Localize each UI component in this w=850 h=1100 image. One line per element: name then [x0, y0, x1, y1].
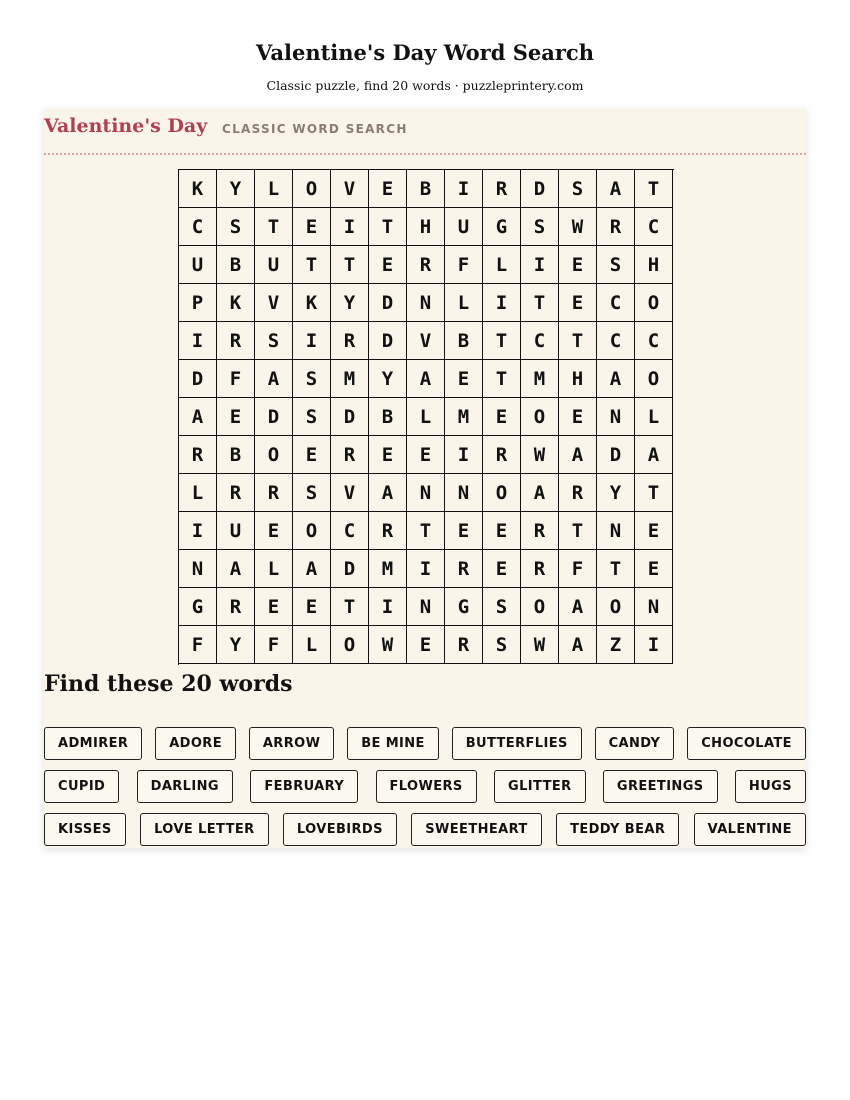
grid-cell[interactable]: G: [483, 208, 521, 246]
grid-cell[interactable]: S: [521, 208, 559, 246]
grid-cell[interactable]: E: [635, 550, 673, 588]
grid-cell[interactable]: R: [597, 208, 635, 246]
grid-cell[interactable]: C: [635, 322, 673, 360]
grid-cell[interactable]: T: [293, 246, 331, 284]
grid-cell[interactable]: A: [255, 360, 293, 398]
grid-cell[interactable]: C: [331, 512, 369, 550]
grid-cell[interactable]: O: [635, 284, 673, 322]
word-chip[interactable]: BE MINE: [347, 727, 439, 760]
grid-cell[interactable]: G: [179, 588, 217, 626]
grid-cell[interactable]: C: [597, 284, 635, 322]
grid-cell[interactable]: H: [559, 360, 597, 398]
grid-cell[interactable]: R: [521, 512, 559, 550]
grid-cell[interactable]: E: [483, 550, 521, 588]
grid-cell[interactable]: H: [635, 246, 673, 284]
grid-cell[interactable]: U: [179, 246, 217, 284]
word-chip[interactable]: ADMIRER: [44, 727, 142, 760]
grid-cell[interactable]: O: [635, 360, 673, 398]
grid-cell[interactable]: V: [331, 170, 369, 208]
grid-cell[interactable]: S: [483, 626, 521, 664]
grid-cell[interactable]: T: [407, 512, 445, 550]
word-chip[interactable]: HUGS: [735, 770, 806, 803]
grid-cell[interactable]: T: [521, 284, 559, 322]
grid-cell[interactable]: I: [483, 284, 521, 322]
grid-cell[interactable]: S: [293, 474, 331, 512]
grid-cell[interactable]: D: [179, 360, 217, 398]
word-chip[interactable]: GREETINGS: [603, 770, 718, 803]
grid-cell[interactable]: L: [635, 398, 673, 436]
grid-cell[interactable]: A: [597, 360, 635, 398]
word-chip[interactable]: VALENTINE: [694, 813, 806, 846]
grid-cell[interactable]: I: [521, 246, 559, 284]
grid-cell[interactable]: S: [255, 322, 293, 360]
word-chip[interactable]: ARROW: [249, 727, 334, 760]
grid-cell[interactable]: F: [255, 626, 293, 664]
grid-cell[interactable]: I: [369, 588, 407, 626]
grid-cell[interactable]: C: [597, 322, 635, 360]
word-chip[interactable]: CUPID: [44, 770, 119, 803]
grid-cell[interactable]: N: [635, 588, 673, 626]
grid-cell[interactable]: S: [293, 398, 331, 436]
grid-cell[interactable]: T: [369, 208, 407, 246]
grid-cell[interactable]: M: [369, 550, 407, 588]
grid-cell[interactable]: D: [255, 398, 293, 436]
grid-cell[interactable]: R: [217, 474, 255, 512]
word-chip[interactable]: FLOWERS: [376, 770, 477, 803]
grid-cell[interactable]: U: [217, 512, 255, 550]
grid-cell[interactable]: Y: [369, 360, 407, 398]
grid-cell[interactable]: R: [483, 436, 521, 474]
grid-cell[interactable]: P: [179, 284, 217, 322]
grid-cell[interactable]: T: [597, 550, 635, 588]
grid-cell[interactable]: L: [179, 474, 217, 512]
grid-cell[interactable]: F: [217, 360, 255, 398]
grid-cell[interactable]: O: [293, 512, 331, 550]
grid-cell[interactable]: E: [293, 208, 331, 246]
page-title: Valentine's Day Word Search: [256, 40, 594, 65]
grid-cell[interactable]: R: [331, 322, 369, 360]
grid-cell[interactable]: R: [369, 512, 407, 550]
grid-cell[interactable]: L: [293, 626, 331, 664]
grid-cell[interactable]: L: [255, 550, 293, 588]
grid-cell[interactable]: L: [255, 170, 293, 208]
grid-cell[interactable]: O: [597, 588, 635, 626]
grid-cell[interactable]: O: [483, 474, 521, 512]
grid-cell[interactable]: R: [217, 322, 255, 360]
word-chip[interactable]: ADORE: [155, 727, 236, 760]
grid-cell[interactable]: I: [407, 550, 445, 588]
grid-cell[interactable]: R: [559, 474, 597, 512]
grid-cell[interactable]: E: [483, 512, 521, 550]
grid-cell[interactable]: C: [521, 322, 559, 360]
grid-cell[interactable]: O: [331, 626, 369, 664]
grid-cell[interactable]: E: [217, 398, 255, 436]
grid-cell[interactable]: E: [635, 512, 673, 550]
grid-cell[interactable]: N: [597, 398, 635, 436]
grid-cell[interactable]: R: [445, 550, 483, 588]
grid-cell[interactable]: D: [331, 550, 369, 588]
grid-cell[interactable]: T: [635, 474, 673, 512]
grid-cell[interactable]: A: [559, 588, 597, 626]
grid-cell[interactable]: T: [331, 246, 369, 284]
grid-cell[interactable]: I: [635, 626, 673, 664]
card-header: [44, 109, 806, 155]
word-chip[interactable]: GLITTER: [494, 770, 586, 803]
grid-cell[interactable]: A: [521, 474, 559, 512]
grid-cell[interactable]: A: [369, 474, 407, 512]
grid-cell[interactable]: B: [217, 246, 255, 284]
grid-cell[interactable]: B: [445, 322, 483, 360]
grid-cell[interactable]: W: [521, 626, 559, 664]
grid-cell[interactable]: Z: [597, 626, 635, 664]
grid-cell[interactable]: D: [521, 170, 559, 208]
grid-cell[interactable]: M: [445, 398, 483, 436]
grid-cell[interactable]: T: [559, 322, 597, 360]
grid-cell[interactable]: N: [407, 588, 445, 626]
grid-cell[interactable]: N: [597, 512, 635, 550]
grid-cell[interactable]: I: [179, 322, 217, 360]
word-row: [44, 813, 806, 848]
grid-cell[interactable]: W: [559, 208, 597, 246]
word-chip[interactable]: BUTTERFLIES: [452, 727, 582, 760]
grid-cell[interactable]: D: [331, 398, 369, 436]
grid-cell[interactable]: I: [331, 208, 369, 246]
word-chip[interactable]: LOVE LETTER: [140, 813, 268, 846]
grid-cell[interactable]: R: [483, 170, 521, 208]
grid-cell[interactable]: B: [217, 436, 255, 474]
grid-cell[interactable]: S: [559, 170, 597, 208]
word-chip[interactable]: KISSES: [44, 813, 126, 846]
puzzle-type-label: CLASSIC WORD SEARCH: [222, 122, 408, 136]
grid-cell[interactable]: M: [331, 360, 369, 398]
grid-cell[interactable]: K: [293, 284, 331, 322]
grid-cell[interactable]: A: [407, 360, 445, 398]
grid-cell[interactable]: E: [369, 436, 407, 474]
grid-cell[interactable]: K: [217, 284, 255, 322]
grid-cell[interactable]: S: [217, 208, 255, 246]
grid-cell[interactable]: O: [255, 436, 293, 474]
brand-title: Valentine's Day: [44, 115, 208, 137]
word-chip[interactable]: DARLING: [137, 770, 233, 803]
grid-cell[interactable]: H: [407, 208, 445, 246]
grid-cell[interactable]: N: [445, 474, 483, 512]
grid-cell[interactable]: A: [179, 398, 217, 436]
grid-cell[interactable]: R: [255, 474, 293, 512]
grid-cell[interactable]: T: [331, 588, 369, 626]
grid-cell[interactable]: I: [293, 322, 331, 360]
grid-cell[interactable]: F: [445, 246, 483, 284]
grid-cell[interactable]: E: [483, 398, 521, 436]
grid-cell[interactable]: A: [217, 550, 255, 588]
word-row: [44, 770, 806, 805]
grid-cell[interactable]: A: [559, 436, 597, 474]
grid-cell[interactable]: V: [407, 322, 445, 360]
grid-cell[interactable]: A: [635, 436, 673, 474]
grid-cell[interactable]: R: [331, 436, 369, 474]
word-chip[interactable]: TEDDY BEAR: [556, 813, 679, 846]
grid-cell[interactable]: Y: [217, 170, 255, 208]
grid-cell[interactable]: Y: [597, 474, 635, 512]
word-chip[interactable]: CANDY: [595, 727, 675, 760]
grid-cell[interactable]: E: [407, 436, 445, 474]
grid-cell[interactable]: E: [255, 512, 293, 550]
grid-cell[interactable]: E: [559, 246, 597, 284]
grid-cell[interactable]: C: [635, 208, 673, 246]
grid-cell[interactable]: N: [179, 550, 217, 588]
grid-cell[interactable]: L: [407, 398, 445, 436]
grid-cell[interactable]: R: [445, 626, 483, 664]
grid-cell[interactable]: I: [179, 512, 217, 550]
grid-cell[interactable]: Y: [331, 284, 369, 322]
grid-cell[interactable]: S: [483, 588, 521, 626]
grid-cell[interactable]: K: [179, 170, 217, 208]
grid-cell[interactable]: E: [369, 170, 407, 208]
word-chip[interactable]: FEBRUARY: [250, 770, 358, 803]
grid-cell[interactable]: A: [293, 550, 331, 588]
grid-cell[interactable]: U: [445, 208, 483, 246]
grid-cell[interactable]: W: [369, 626, 407, 664]
grid-cell[interactable]: F: [179, 626, 217, 664]
grid-cell[interactable]: E: [445, 512, 483, 550]
grid-cell[interactable]: E: [293, 588, 331, 626]
grid-cell[interactable]: T: [559, 512, 597, 550]
grid-cell[interactable]: O: [521, 588, 559, 626]
grid-cell[interactable]: R: [179, 436, 217, 474]
grid-cell[interactable]: U: [255, 246, 293, 284]
grid-cell[interactable]: E: [445, 360, 483, 398]
grid-cell[interactable]: E: [559, 284, 597, 322]
grid-cell[interactable]: E: [293, 436, 331, 474]
grid-cell[interactable]: L: [445, 284, 483, 322]
grid-cell[interactable]: F: [559, 550, 597, 588]
grid-cell[interactable]: B: [407, 170, 445, 208]
grid-cell[interactable]: T: [635, 170, 673, 208]
grid-cell[interactable]: S: [293, 360, 331, 398]
grid-cell[interactable]: R: [217, 588, 255, 626]
grid-cell[interactable]: E: [559, 398, 597, 436]
grid-cell[interactable]: N: [407, 284, 445, 322]
grid-cell[interactable]: E: [369, 246, 407, 284]
grid-cell[interactable]: V: [331, 474, 369, 512]
grid-cell[interactable]: T: [255, 208, 293, 246]
page-subtitle: Classic puzzle, find 20 words · puzzleprintery.com: [266, 78, 584, 93]
word-list-heading: Find these 20 words: [44, 671, 293, 697]
grid-cell[interactable]: R: [521, 550, 559, 588]
word-chip[interactable]: LOVEBIRDS: [283, 813, 397, 846]
grid-cell[interactable]: O: [293, 170, 331, 208]
grid-cell[interactable]: I: [445, 436, 483, 474]
grid-cell[interactable]: C: [179, 208, 217, 246]
grid-cell[interactable]: E: [255, 588, 293, 626]
grid-cell[interactable]: O: [521, 398, 559, 436]
word-row: [44, 727, 806, 762]
grid-cell[interactable]: T: [483, 322, 521, 360]
grid-cell[interactable]: G: [445, 588, 483, 626]
grid-cell[interactable]: V: [255, 284, 293, 322]
grid-cell[interactable]: D: [369, 322, 407, 360]
letter-grid: [178, 169, 674, 665]
grid-cell[interactable]: I: [445, 170, 483, 208]
grid-cell[interactable]: M: [521, 360, 559, 398]
grid-cell[interactable]: Y: [217, 626, 255, 664]
word-chip[interactable]: SWEETHEART: [411, 813, 541, 846]
grid-cell[interactable]: W: [521, 436, 559, 474]
grid-cell[interactable]: R: [407, 246, 445, 284]
grid-cell[interactable]: B: [369, 398, 407, 436]
grid-cell[interactable]: T: [483, 360, 521, 398]
word-chip[interactable]: CHOCOLATE: [687, 727, 806, 760]
word-bank: [44, 727, 806, 856]
grid-cell[interactable]: S: [597, 246, 635, 284]
grid-cell[interactable]: A: [597, 170, 635, 208]
puzzle-card: [44, 109, 806, 848]
grid-cell[interactable]: L: [483, 246, 521, 284]
grid-cell[interactable]: D: [369, 284, 407, 322]
grid-cell[interactable]: N: [407, 474, 445, 512]
grid-cell[interactable]: A: [559, 626, 597, 664]
grid-cell[interactable]: D: [597, 436, 635, 474]
grid-cell[interactable]: E: [407, 626, 445, 664]
